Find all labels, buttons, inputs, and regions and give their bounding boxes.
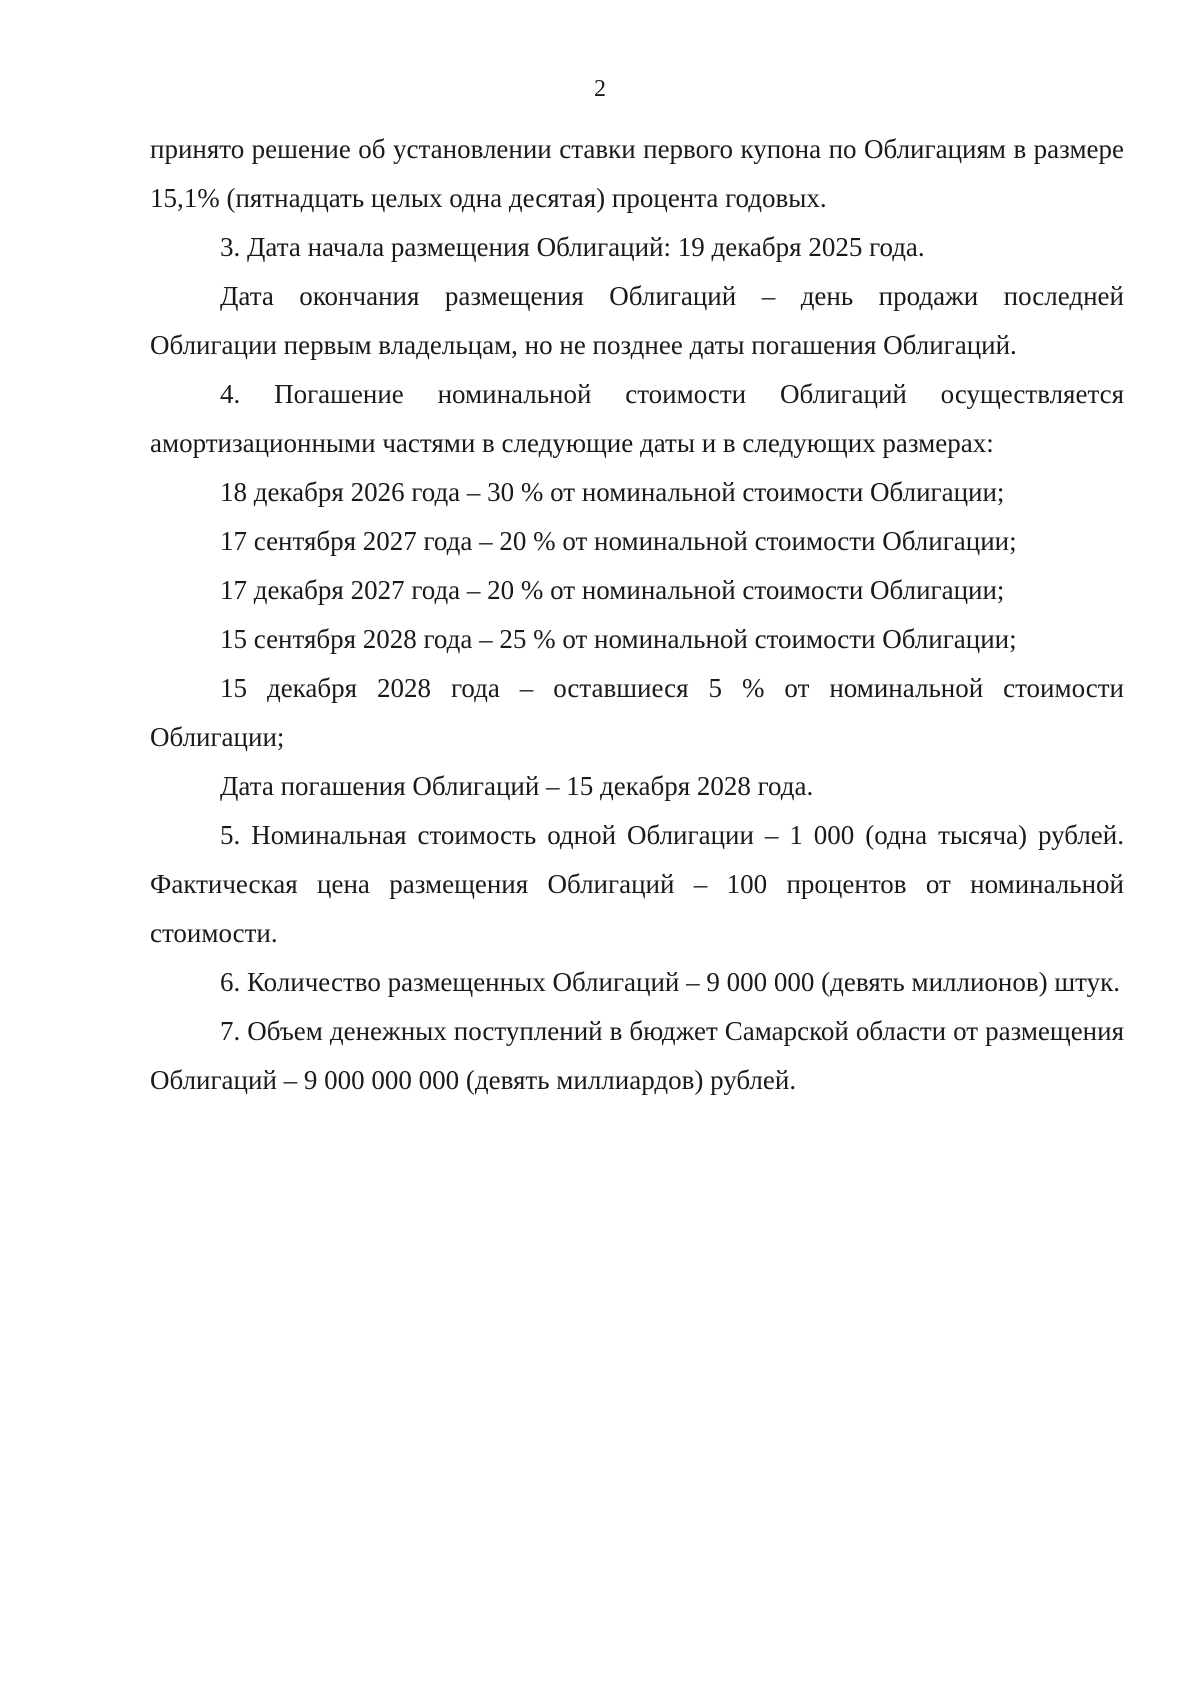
amortization-item: 17 сентября 2027 года – 20 % от номинальной стоимости Облигации; [220,526,1017,556]
document-body [150,125,1124,1105]
paragraph-amortization-intro: 4. Погашение номинальной стоимости Облигаций осуществляется амортизационными частями в следующие даты и в следующих размерах: [150,379,1124,458]
amortization-item: 18 декабря 2026 года – 30 % от номинальной стоимости Облигации; [220,477,1005,507]
paragraph-placement-end-date: Дата окончания размещения Облигаций – день продажи последней Облигации первым владельцам, но не позднее даты погашения Облигаций. [150,281,1124,360]
paragraph-maturity-date: Дата погашения Облигаций – 15 декабря 2028 года. [220,771,814,801]
amortization-item: 15 сентября 2028 года – 25 % от номинальной стоимости Облигации; [220,624,1017,654]
page-number: 2 [594,76,606,102]
paragraph-budget-proceeds: 7. Объем денежных поступлений в бюджет Самарской области от размещения Облигаций – 9 000 000 000 (девять миллиардов) рублей. [150,1016,1124,1095]
paragraph-bond-quantity: 6. Количество размещенных Облигаций – 9 000 000 (девять миллионов) штук. [220,967,1120,997]
paragraph-placement-start-date: 3. Дата начала размещения Облигаций: 19 декабря 2025 года. [220,232,925,262]
paragraph-nominal-value: 5. Номинальная стоимость одной Облигации – 1 000 (одна тысяча) рублей. Фактическая цена размещения Облигаций – 100 процентов от номинальной стоимости. [150,820,1124,948]
amortization-item: 17 декабря 2027 года – 20 % от номинальной стоимости Облигации; [220,575,1005,605]
amortization-item: 15 декабря 2028 года – оставшиеся 5 % от номинальной стоимости Облигации; [150,673,1124,752]
paragraph-coupon-rate: принято решение об установлении ставки первого купона по Облигациям в размере 15,1% (пятнадцать целых одна десятая) процента годовых. [150,134,1124,213]
